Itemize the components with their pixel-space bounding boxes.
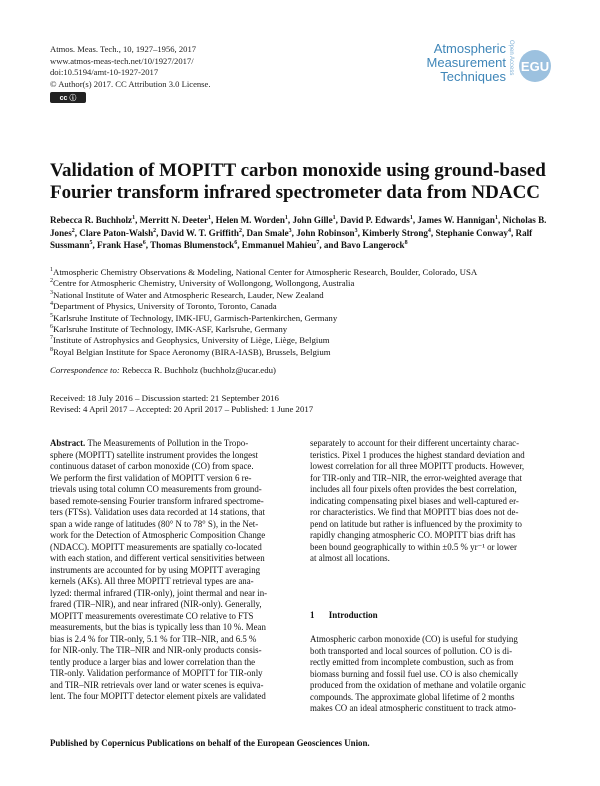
journal-name-line-3: Techniques <box>440 69 506 84</box>
abstract-line: span a wide range of latitudes (80° N to 78° S), in the Net- <box>50 518 259 529</box>
publisher-footer: Published by Copernicus Publications on behalf of the European Geosciences Union. <box>50 738 370 748</box>
abstract-line: teristics. Pixel 1 produces the highest standard deviation and <box>310 449 525 460</box>
affiliation: $^8$Royal Belgian Institute for Space Aeronomy (BIRA-IASB), Brussels, Belgium <box>50 346 331 357</box>
abstract-line: been bound geographically to within ±0.5 % yr⁻¹ or lower <box>310 541 517 552</box>
section-title: Introduction <box>328 610 378 620</box>
abstract-line: and TIR–NIR retrievals over land or water scenes is equiva- <box>50 679 264 690</box>
affiliation: $^7$Institute of Astrophysics and Geophysics, University of Liège, Liège, Belgium <box>50 335 330 346</box>
abstract-left-column <box>50 438 292 703</box>
abstract-line: frared (TIR–NIR), and near infrared (NIR-only). Generally, <box>50 599 262 609</box>
abstract-line: kernels (AKs). All three MOPITT retrieval types are ana- <box>50 576 254 586</box>
author: James W. Hannigan$^1$ <box>417 214 498 225</box>
author: Helen M. Worden$^1$ <box>215 214 288 225</box>
author: David P. Edwards$^1$ <box>340 214 413 225</box>
abstract-line: TIR-only. Validation performance of MOPITT for TIR-only <box>50 668 263 678</box>
author: Frank Hase$^6$ <box>96 239 146 250</box>
abstract-line: instruments are accounted for by using MOPITT averaging <box>50 564 261 575</box>
affiliation: $^1$Atmospheric Chemistry Observations & Modeling, National Center for Atmospheric Research, Boulder, Colorado, USA <box>50 267 478 277</box>
author: John Gille$^1$ <box>292 214 336 225</box>
abstract-line: rapidly changing atmospheric CO. MOPITT bias drift has <box>310 530 516 540</box>
journal-url[interactable]: www.atmos-meas-tech.net/10/1927/2017/ <box>50 55 194 66</box>
abstract-line: for TIR-only and TIR–NIR, the error-weighted average that <box>310 472 522 483</box>
open-access-label: Open Access <box>508 40 514 76</box>
author-list: Rebecca R. Buchholz$^1$, Merritt N. Deeter$^1$, Helen M. Worden$^1$, John Gille$^1$, David P. Edwards$^1$, James W. Hannigan$^1$, Nicholas B. Jones$^2$, Clare Paton-Walsh$^2$, David W. T. Griffith$^2$, Dan Smale$^3$, John Robinson$^3$, Kimberly Strong$^4$, Stephanie Conway$^4$, Ralf Sussmann$^5$, Frank Hase$^6$, Thomas Blumenstock$^6$, Emmanuel Mahieu$^7$, and Bavo Langerock$^8$ <box>50 214 547 250</box>
author: Ralf Sussmann$^5$ <box>50 227 533 250</box>
abstract-line: for NIR-only. The TIR–NIR and NIR-only products consis- <box>50 645 262 655</box>
dates-line-1: Received: 18 July 2016 – Discussion started: 21 September 2016 <box>50 393 279 403</box>
abstract-line: indicating compensating pixel biases and well-captured er- <box>310 495 519 506</box>
abstract-line: sphere (MOPITT) satellite instrument provides the longest <box>50 449 259 460</box>
journal-name-line-1: Atmospheric <box>433 41 506 56</box>
doi[interactable]: doi:10.5194/amt-10-1927-2017 <box>50 67 159 77</box>
introduction-line: rectly emitted from incomplete combustion, such as from <box>310 657 514 667</box>
affiliation: $^3$National Institute of Water and Atmospheric Research, Lauder, New Zealand <box>50 289 324 300</box>
affiliation: $^5$Karlsruhe Institute of Technology, IMK-IFU, Garmisch-Partenkirchen, Germany <box>50 312 338 323</box>
author: Bavo Langerock$^8$ <box>340 239 408 250</box>
author: Stephanie Conway$^4$ <box>435 227 511 238</box>
abstract-line: bias is 2.4 % for TIR-only, 5.1 % for TIR–NIR, and 6.5 % <box>50 633 257 644</box>
affiliation: $^4$Department of Physics, University of Toronto, Toronto, Canada <box>50 301 277 312</box>
dates-line-2: Revised: 4 April 2017 – Accepted: 20 April 2017 – Published: 1 June 2017 <box>50 404 314 415</box>
author: John Robinson$^3$ <box>296 227 358 238</box>
author: Clare Paton-Walsh$^2$ <box>79 227 157 238</box>
abstract-line: lowest correlation for all three MOPITT products. However, <box>310 461 525 471</box>
abstract-line: lyzed: thermal infrared (TIR-only), joint thermal and near in- <box>50 587 268 598</box>
author: Thomas Blumenstock$^6$ <box>150 239 238 250</box>
introduction-line: Atmospheric carbon monoxide (CO) is useful for studying <box>310 634 518 644</box>
publication-dates <box>50 393 313 416</box>
author: Dan Smale$^3$ <box>246 227 292 238</box>
abstract-line: ror characteristics. We find that MOPITT bias does not de- <box>310 507 519 517</box>
section-number: 1 <box>310 610 315 620</box>
author: Nicholas B. Jones$^2$ <box>50 215 547 238</box>
section-heading <box>310 610 378 620</box>
correspondence <box>50 365 276 376</box>
abstract-line: separately to account for their different uncertainty charac- <box>310 438 520 448</box>
abstract-line: at almost all locations. <box>310 553 390 563</box>
journal-name-line-2: Measurement <box>426 55 506 70</box>
introduction-line: makes CO an ideal atmospheric constituent to track atmo- <box>310 703 517 713</box>
abstract-line: lent. The four MOPITT detector element pixels are validated <box>50 691 266 701</box>
abstract-label: Abstract. <box>50 438 88 448</box>
affiliation: $^2$Centre for Atmospheric Chemistry, University of Wollongong, Wollongong, Australia <box>50 278 355 289</box>
abstract-line: measurements, but the bias is typically less than 10 %. Mean <box>50 622 266 632</box>
cc-license-icon[interactable]: cc ⓘ <box>50 92 86 103</box>
abstract-line: tently produce a larger bias and lower correlation than the <box>50 656 256 667</box>
abstract-right-column <box>310 438 552 565</box>
author: David W. T. Griffith$^2$ <box>160 227 242 238</box>
author: Rebecca R. Buchholz$^1$ <box>50 214 136 225</box>
correspondence-label: Correspondence to: <box>50 365 120 375</box>
introduction-text <box>310 634 552 715</box>
author: Emmanuel Mahieu$^7$ <box>241 239 320 250</box>
abstract-line: We perform the first validation of MOPITT version 6 re- <box>50 472 252 483</box>
introduction-line: both transported and local sources of pollution. CO is di- <box>310 645 513 656</box>
paper-title: Validation of MOPITT carbon monoxide using ground-based Fourier transform infrared spectrometer data from NDACC <box>50 160 546 203</box>
journal-reference: Atmos. Meas. Tech., 10, 1927–1956, 2017 <box>50 44 197 54</box>
introduction-line: biomass burning and fossil fuel use. CO is also chemically <box>310 668 519 679</box>
journal-header <box>50 44 211 103</box>
abstract-line: work for the Detection of Atmospheric Composition Change <box>50 530 266 540</box>
introduction-line: produced from the oxidation of methane and volatile organic <box>310 680 526 690</box>
abstract-line: continuous dataset of carbon monoxide (CO) from space. <box>50 461 254 471</box>
abstract-line: pend on latitude but rather is influenced by the proximity to <box>310 518 522 529</box>
abstract-line: (NDACC). MOPITT measurements are spatially co-located <box>50 541 262 552</box>
abstract-line: includes all four pixels often provides the best correlation, <box>310 484 517 494</box>
author: Kimberly Strong$^4$ <box>362 227 431 238</box>
egu-logo-icon: EGU <box>519 50 551 82</box>
affiliation: $^6$Karlsruhe Institute of Technology, IMK-ASF, Karlsruhe, Germany <box>50 324 288 335</box>
abstract-line: MOPITT measurements overestimate CO relative to FTS <box>50 610 254 621</box>
abstract-line: ters (FTSs). Validation uses data recorded at 14 stations, that <box>50 507 266 517</box>
affiliation-list <box>50 267 570 358</box>
license-line: © Author(s) 2017. CC Attribution 3.0 License. <box>50 78 211 89</box>
abstract-line: with each station, and different vertical sensitivities between <box>50 553 265 563</box>
author: Merritt N. Deeter$^1$ <box>139 214 212 225</box>
abstract-line: Abstract. The Measurements of Pollution in the Tropo- <box>50 438 249 448</box>
introduction-line: compounds. The approximate global lifetime of 2 months <box>310 691 515 702</box>
abstract-line: based remote-sensing Fourier transform infrared spectrome- <box>50 495 264 506</box>
correspondence-text: Rebecca R. Buchholz (buchholz@ucar.edu) <box>122 365 276 375</box>
abstract-line: trievals using total column CO measurements from ground- <box>50 484 262 494</box>
journal-logo <box>396 42 506 84</box>
